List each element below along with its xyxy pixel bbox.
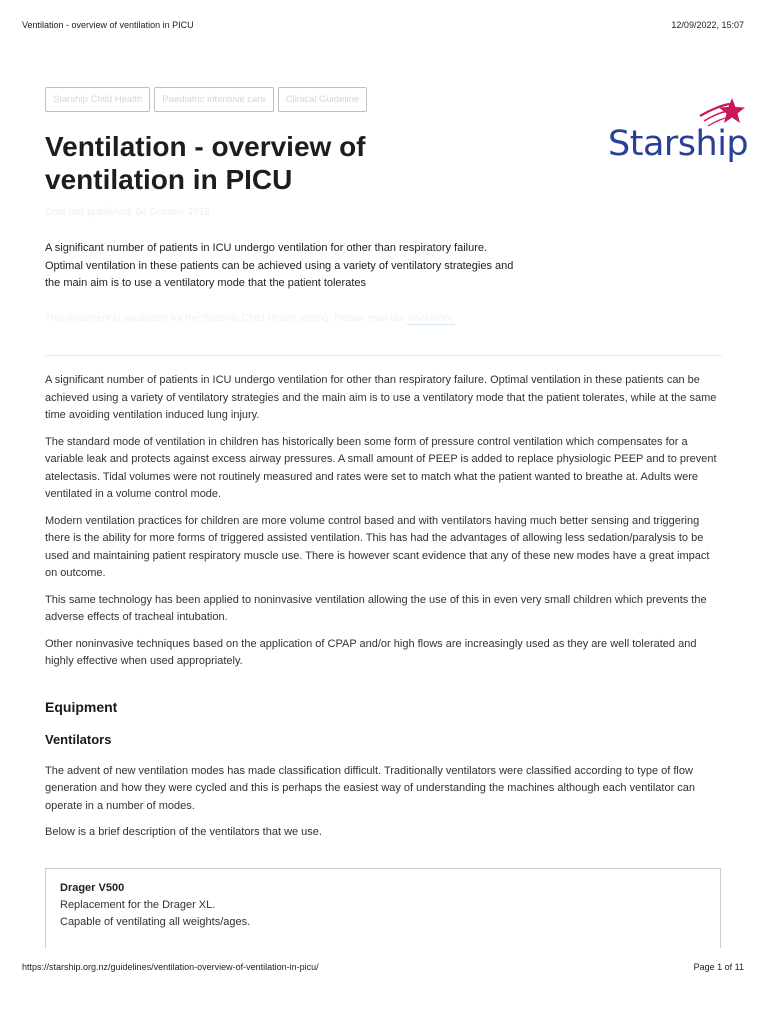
ventilator-detail-2: Capable of ventilating all weights/ages. (60, 916, 251, 928)
body-paragraph-1: A significant number of patients in ICU undergo ventilation for other than respiratory failure. Optimal ventilation in these patients can be achieved using a variety of ventilatory strategies and the main aim is to use a ventilatory mode that the patient tolerates, while at the same time avoiding ventilation induced lung injury. (45, 374, 717, 421)
published-date: Date last published: 04 October 2019 (45, 207, 211, 218)
tag-clinical-guideline[interactable]: Clinical Guideline (278, 87, 367, 112)
starship-logo[interactable] (606, 96, 748, 168)
breadcrumb-tags (45, 87, 367, 112)
print-footer (22, 962, 744, 972)
print-header-datetime: 12/09/2022, 15:07 (671, 20, 744, 30)
body-paragraph-6: The advent of new ventilation modes has made classification difficult. Traditionally ventilators were classified according to type of flow generation and how they were cycled and this is perhaps the easiest way of understanding the machines although each ventilator can operate in a number of modes. (45, 764, 696, 812)
subsection-heading-ventilators: Ventilators (45, 731, 112, 747)
page-title-line-1: Ventilation - overview of (45, 131, 366, 162)
print-header (22, 20, 744, 30)
body-paragraph-5: Other noninvasive techniques based on the application of CPAP and/or high flows are increasingly used as they are well tolerated and highly effective when used appropriately. (45, 637, 697, 667)
page-title-line-2: ventilation in PICU (45, 164, 293, 195)
ventilator-name: Drager V500 (60, 882, 125, 894)
section-heading-equipment: Equipment (45, 698, 118, 715)
page-url: https://starship.org.nz/guidelines/ventilation-overview-of-ventilation-in-picu/ (22, 962, 319, 972)
body-paragraph-7: Below is a brief description of the ventilators that we use. (45, 826, 322, 838)
notice-text: This document is applicable for the Starship Child Health setting. Please read our (45, 313, 408, 324)
article-body (45, 372, 723, 851)
print-header-title: Ventilation - overview of ventilation in PICU (22, 20, 194, 30)
intro-summary: A significant number of patients in ICU undergo ventilation for other than respiratory failure. Optimal ventilation in these patients can be achieved using a variety of ventilatory strategies and the main aim is to use a ventilatory mode that the patient tolerates (45, 242, 514, 289)
logo-wordmark: Starship (608, 124, 749, 164)
body-paragraph-3: Modern ventilation practices for children are more volume control based and with ventilators having much better sensing and triggering there is the ability for more forms of triggered assisted ventilation. This has had the advantages of allowing less sedation/paralysis to be used and maintaining patient respiratory muscle use. There is however scant evidence that any of these new modes have a great impact on outcome. (45, 514, 710, 579)
body-paragraph-4: This same technology has been applied to noninvasive ventilation allowing the use of this in even very small children which prevents the adverse effects of tracheal intubation. (45, 593, 707, 623)
divider (45, 355, 722, 356)
ventilator-detail-1: Replacement for the Drager XL. (60, 899, 216, 911)
ventilator-info-box (45, 868, 721, 948)
tag-paediatric-intensive-care[interactable]: Paediatric intensive care (154, 87, 274, 112)
page-number: Page 1 of 11 (693, 962, 744, 972)
disclaimer-link[interactable]: disclaimer. (407, 313, 455, 324)
body-paragraph-2: The standard mode of ventilation in children has historically been some form of pressure control ventilation which compensates for a variable leak and protects against excess airway pressures. A small amount of PEEP is added to replace physiologic PEEP and to prevent atelectasis. Tidal volumes were not routinely measured and rates were set to match what the patient wanted to breathe at. Adults were ventilated in a volume control mode. (45, 435, 717, 500)
tag-starship-child-health[interactable]: Starship Child Health (45, 87, 150, 112)
applicability-notice (45, 312, 525, 326)
page-title (45, 130, 445, 196)
